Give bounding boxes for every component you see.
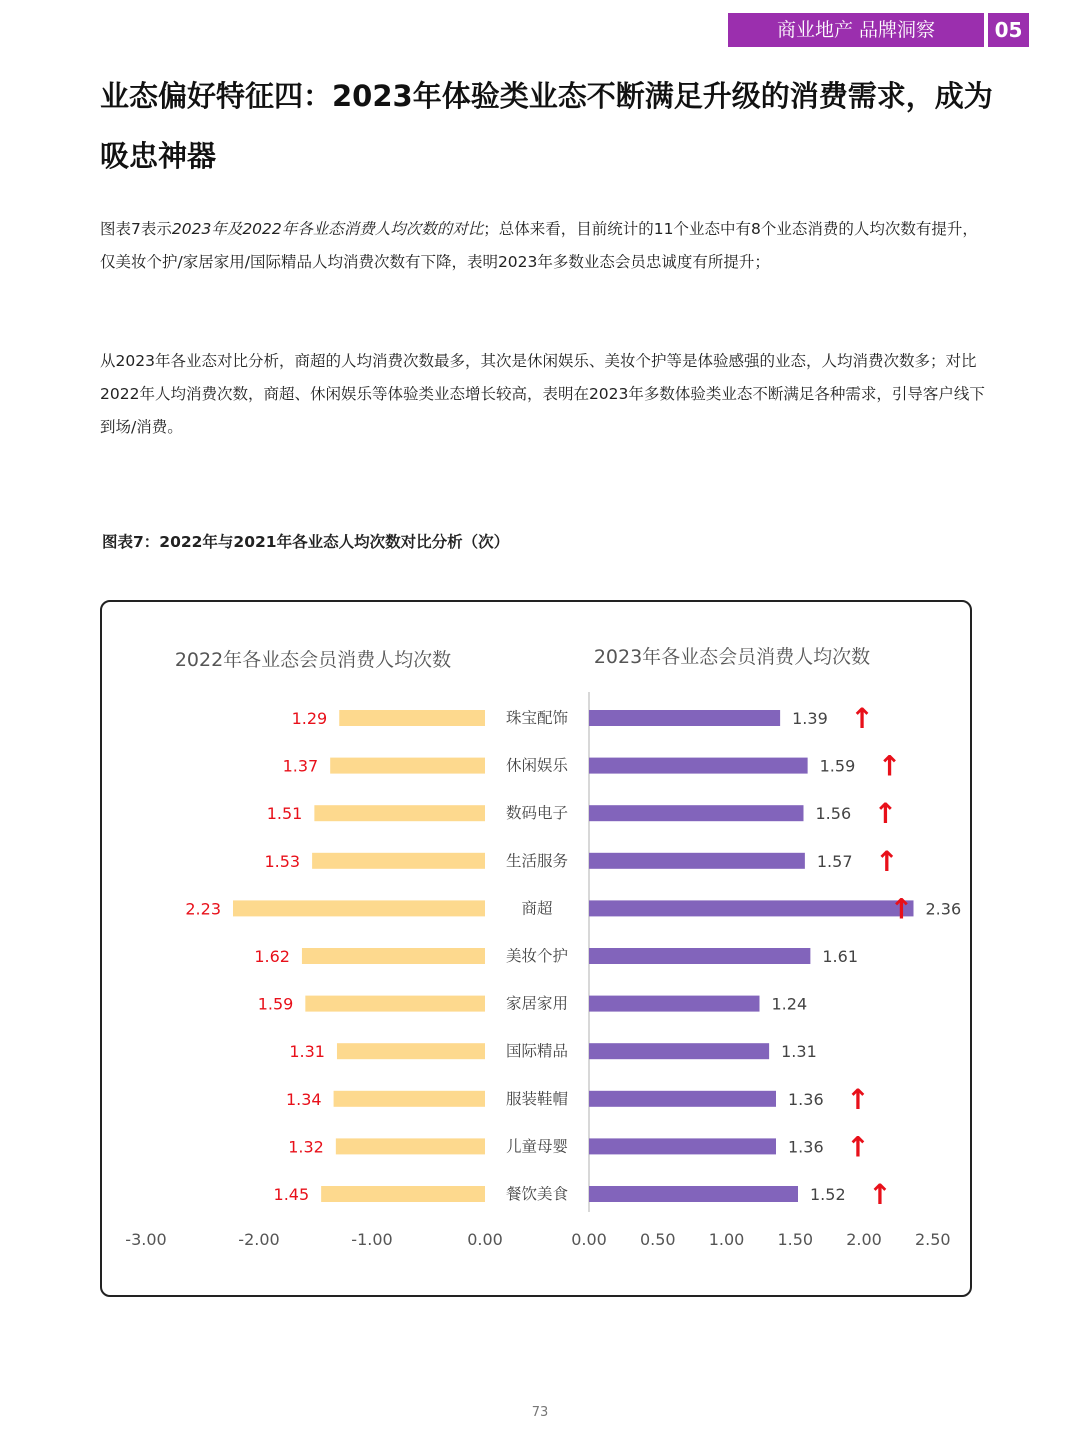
value-label-2023: 1.39	[792, 709, 828, 728]
increase-arrow-icon: ↑	[873, 797, 898, 831]
value-label-2022: 1.53	[264, 851, 301, 871]
increase-arrow-icon: ↑	[850, 702, 874, 735]
value-label-2023: 1.36	[788, 1137, 824, 1157]
increase-arrow-icon: ↑	[877, 749, 902, 783]
figure-caption: 图表7：2022年与2021年各业态人均次数对比分析（次）	[102, 533, 510, 551]
value-label-2023: 2.36	[925, 899, 962, 919]
bar-2023	[589, 710, 780, 726]
bar-2023	[589, 853, 805, 869]
bar-2023	[589, 996, 760, 1012]
section-number: 05	[988, 13, 1029, 47]
category-label: 生活服务	[505, 851, 569, 870]
category-label: 服装鞋帽	[505, 1089, 569, 1108]
value-label-2022: 1.34	[285, 1089, 322, 1109]
category-label: 商超	[521, 899, 553, 918]
right-axis-tick: 1.50	[777, 1230, 814, 1249]
bar-2023	[589, 1186, 798, 1202]
value-label-2022: 1.59	[257, 994, 294, 1014]
bar-2022	[321, 1186, 485, 1202]
bar-2022	[336, 1138, 485, 1154]
bar-2022	[305, 996, 485, 1012]
category-label: 儿童母婴	[505, 1137, 569, 1156]
value-label-2023: 1.59	[819, 756, 856, 776]
bar-2023	[589, 1091, 776, 1107]
paragraph-1	[100, 213, 990, 279]
category-label: 美妆个护	[505, 947, 569, 965]
bar-2023	[589, 900, 914, 916]
bar-2022	[233, 900, 485, 916]
bar-2022	[339, 710, 485, 726]
category-label: 国际精品	[505, 1042, 569, 1061]
category-label: 餐饮美食	[505, 1185, 569, 1203]
value-label-2022: 1.45	[273, 1185, 310, 1204]
value-label-2023: 1.24	[771, 994, 808, 1014]
bar-2022	[302, 948, 485, 964]
value-label-2023: 1.31	[781, 1042, 817, 1062]
right-axis-tick: 1.00	[708, 1230, 745, 1249]
value-label-2022: 1.62	[254, 947, 290, 966]
value-label-2023: 1.36	[788, 1089, 824, 1109]
value-label-2022: 1.51	[266, 804, 303, 824]
category-label: 数码电子	[505, 804, 569, 823]
bar-2022	[314, 805, 485, 821]
value-label-2023: 1.52	[810, 1185, 846, 1204]
bar-2022	[334, 1091, 485, 1107]
bar-2023	[589, 948, 810, 964]
value-label-2022: 1.32	[288, 1137, 324, 1157]
bar-2023	[589, 1138, 776, 1154]
increase-arrow-icon: ↑	[889, 892, 914, 926]
value-label-2022: 2.23	[185, 899, 222, 919]
paragraph-2: 从2023年各业态对比分析，商超的人均消费次数最多，其次是休闲娱乐、美妆个护等是体验感强的业态，人均消费次数多；对比2022年人均消费次数，商超、休闲娱乐等体验类业态增长较高，表明在2023年多数体验类业态不断满足各种需求，引导客户线下到场/消费。	[100, 352, 985, 436]
value-label-2023: 1.57	[816, 851, 853, 871]
paragraph-1-rest: ；总体来看，目前统计的11个业态中有8个业态消费的人均次数有提升，仅美妆个护/家居家用/国际精品人均消费次数有下降，表明2023年多数业态会员忠诚度有所提升；	[100, 220, 978, 271]
paragraph-1-emphasis: 2023年及2022年各业态消费人均次数的对比	[171, 220, 484, 238]
bar-2022	[312, 853, 485, 869]
category-label: 珠宝配饰	[505, 709, 569, 727]
bar-2022	[330, 758, 485, 774]
increase-arrow-icon: ↑	[868, 1178, 892, 1211]
value-label-2023: 1.56	[815, 804, 852, 824]
category-label: 休闲娱乐	[505, 756, 569, 775]
increase-arrow-icon: ↑	[875, 844, 899, 878]
right-axis-tick: 2.50	[914, 1230, 951, 1249]
page-title: 业态偏好特征四：2023年体验类业态不断满足升级的消费需求，成为吸忠神器	[100, 79, 993, 173]
bar-2023	[589, 1043, 769, 1059]
page-number: 73	[531, 1405, 549, 1420]
right-axis-tick: 0.00	[571, 1230, 607, 1249]
butterfly-bar-chart	[102, 602, 974, 1299]
section-label: 商业地产 品牌洞察	[728, 13, 984, 47]
value-label-2022: 1.29	[291, 709, 328, 728]
increase-arrow-icon: ↑	[846, 1082, 870, 1116]
increase-arrow-icon: ↑	[846, 1130, 870, 1164]
category-label: 家居家用	[505, 994, 569, 1013]
left-axis-tick: -3.00	[125, 1230, 167, 1249]
left-axis-tick: -2.00	[238, 1230, 280, 1249]
chart-frame	[100, 600, 972, 1297]
bar-2023	[589, 805, 804, 821]
left-chart-title: 2022年各业态会员消费人均次数	[174, 649, 452, 671]
right-axis-tick: 0.50	[639, 1230, 676, 1249]
bar-2022	[337, 1043, 485, 1059]
right-axis-tick: 2.00	[846, 1230, 882, 1249]
value-label-2022: 1.31	[289, 1042, 325, 1062]
value-label-2022: 1.37	[282, 756, 319, 776]
left-axis-tick: -1.00	[351, 1230, 393, 1249]
left-axis-tick: 0.00	[467, 1230, 503, 1249]
bar-2023	[589, 758, 808, 774]
right-chart-title: 2023年各业态会员消费人均次数	[593, 646, 871, 668]
value-label-2023: 1.61	[822, 947, 858, 966]
paragraph-1-lead: 图表7表示	[100, 220, 172, 238]
